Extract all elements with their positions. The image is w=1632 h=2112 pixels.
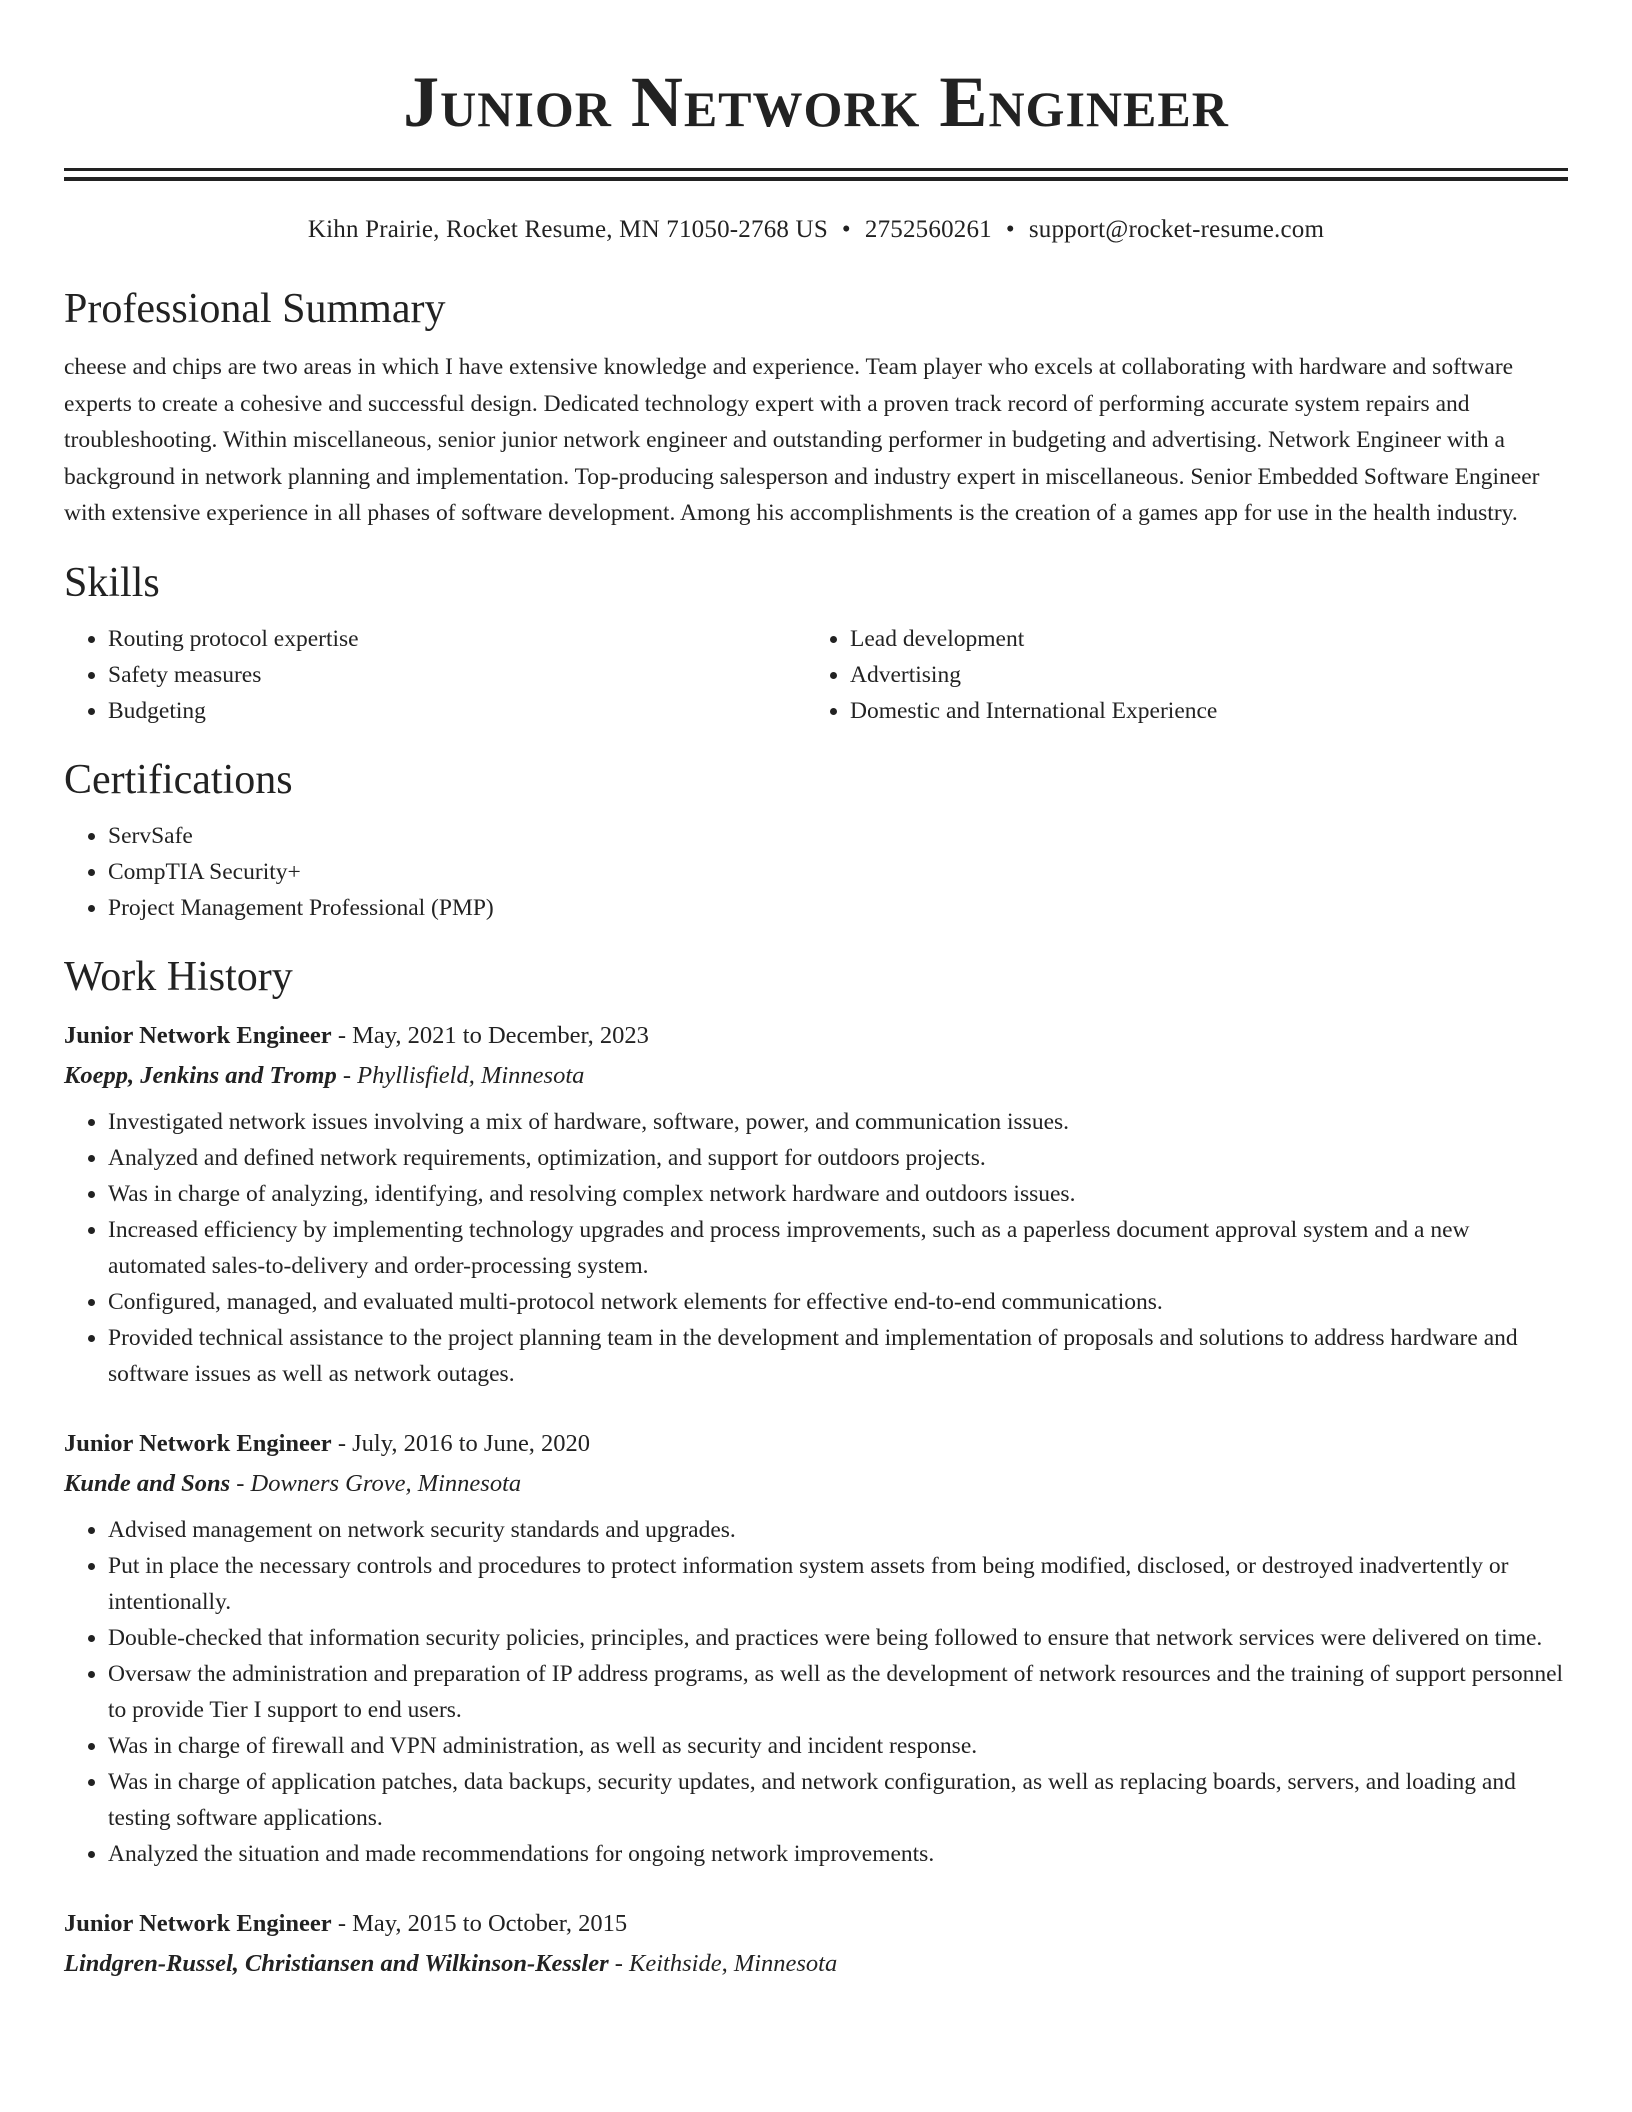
- skills-right-list: [806, 621, 1548, 729]
- job-title: Junior Network Engineer: [64, 1909, 332, 1937]
- skills-left-list: [64, 621, 806, 729]
- skill-item: • Domestic and International Experience: [850, 693, 1548, 729]
- job-location: - Phyllisfield, Minnesota: [336, 1061, 585, 1089]
- job-entry: [64, 1904, 1568, 1984]
- duty-item: • Was in charge of firewall and VPN administration, as well as security and incident response.: [108, 1728, 1568, 1764]
- skill-item: • Budgeting: [108, 693, 806, 729]
- resume-page: [64, 0, 1568, 1984]
- job-company-line: [64, 1056, 1568, 1096]
- certification-item: • ServSafe: [108, 818, 1568, 854]
- job-dates: - May, 2021 to December, 2023: [331, 1021, 649, 1049]
- contact-phone: 2752560261: [864, 216, 992, 243]
- duty-item: • Oversaw the administration and preparation of IP address programs, as well as the development of network resources and the training of support personnel to provide Tier I support to end users.: [108, 1656, 1568, 1728]
- job-dates: - July, 2016 to June, 2020: [331, 1429, 591, 1457]
- duty-item: • Was in charge of analyzing, identifying, and resolving complex network hardware and outdoors issues.: [108, 1176, 1568, 1212]
- duty-item: • Was in charge of application patches, data backups, security updates, and network configuration, as well as replacing boards, servers, and loading and testing software applications.: [108, 1764, 1568, 1836]
- job-title: Junior Network Engineer: [64, 1021, 332, 1049]
- skills-columns: [64, 621, 1568, 729]
- certifications-list: [64, 818, 1568, 926]
- job-title: Junior Network Engineer: [64, 1429, 332, 1457]
- contact-separator: •: [1005, 216, 1015, 243]
- job-company-line: [64, 1944, 1568, 1984]
- work-history-heading: Work History: [64, 953, 293, 1000]
- title-divider-thick: [64, 177, 1568, 181]
- job-dates: - May, 2015 to October, 2015: [331, 1909, 628, 1937]
- job-entry: [64, 1016, 1568, 1392]
- skill-item: • Advertising: [850, 657, 1548, 693]
- duty-item: • Investigated network issues involving a mix of hardware, software, power, and communication issues.: [108, 1104, 1568, 1140]
- skill-item: • Routing protocol expertise: [108, 621, 806, 657]
- skills-heading: Skills: [64, 559, 160, 606]
- duty-item: • Advised management on network security standards and upgrades.: [108, 1512, 1568, 1548]
- duty-item: • Analyzed and defined network requirements, optimization, and support for outdoors projects.: [108, 1140, 1568, 1176]
- job-title-line: [64, 1904, 1568, 1944]
- job-duties-list: [64, 1104, 1568, 1392]
- contact-line: [64, 214, 1568, 246]
- job-location: - Keithside, Minnesota: [608, 1949, 838, 1977]
- job-location: - Downers Grove, Minnesota: [230, 1469, 522, 1497]
- certifications-heading: Certifications: [64, 756, 293, 803]
- duty-item: • Configured, managed, and evaluated multi-protocol network elements for effective end-to-end communications.: [108, 1284, 1568, 1320]
- job-title-line: [64, 1424, 1568, 1464]
- contact-separator: •: [841, 216, 851, 243]
- resume-title: Junior Network Engineer: [403, 62, 1229, 142]
- summary-text: cheese and chips are two areas in which I have extensive knowledge and experience. Team player who excels at collaborating with hardware and software experts to create a cohesive and successful design. Dedicated technology expert with a proven track record of performing accurate system repairs and troubleshooting. Within miscellaneous, senior junior network engineer and outstanding performer in budgeting and advertising. Network Engineer with a background in network planning and implementation. Top-producing salesperson and industry expert in miscellaneous. Senior Embedded Software Engineer with extensive experience in all phases of software development. Among his accomplishments is the creation of a games app for use in the health industry.: [64, 354, 1540, 526]
- job-entry: [64, 1424, 1568, 1872]
- skill-item: • Lead development: [850, 621, 1548, 657]
- duty-item: • Double-checked that information security policies, principles, and practices were being followed to ensure that network services were delivered on time.: [108, 1620, 1568, 1656]
- duty-item: • Put in place the necessary controls and procedures to protect information system assets from being modified, disclosed, or destroyed inadvertently or intentionally.: [108, 1548, 1568, 1620]
- job-duties-list: [64, 1512, 1568, 1872]
- job-company: Koepp, Jenkins and Tromp: [64, 1061, 337, 1089]
- job-company-line: [64, 1464, 1568, 1504]
- certification-item: • Project Management Professional (PMP): [108, 890, 1568, 926]
- duty-item: • Analyzed the situation and made recommendations for ongoing network improvements.: [108, 1836, 1568, 1872]
- contact-email: support@rocket-resume.com: [1028, 216, 1325, 243]
- job-company: Lindgren-Russel, Christiansen and Wilkinson-Kessler: [64, 1949, 609, 1977]
- contact-address: Kihn Prairie, Rocket Resume, MN 71050-2768 US: [307, 216, 828, 243]
- certification-item: • CompTIA Security+: [108, 854, 1568, 890]
- job-title-line: [64, 1016, 1568, 1056]
- skill-item: • Safety measures: [108, 657, 806, 693]
- duty-item: • Increased efficiency by implementing technology upgrades and process improvements, such as a paperless document approval system and a new automated sales-to-delivery and order-processing system.: [108, 1212, 1568, 1284]
- job-company: Kunde and Sons: [64, 1469, 231, 1497]
- title-divider-thin: [64, 168, 1568, 171]
- summary-heading: Professional Summary: [64, 286, 446, 332]
- duty-item: • Provided technical assistance to the project planning team in the development and implementation of proposals and solutions to address hardware and software issues as well as network outages.: [108, 1320, 1568, 1392]
